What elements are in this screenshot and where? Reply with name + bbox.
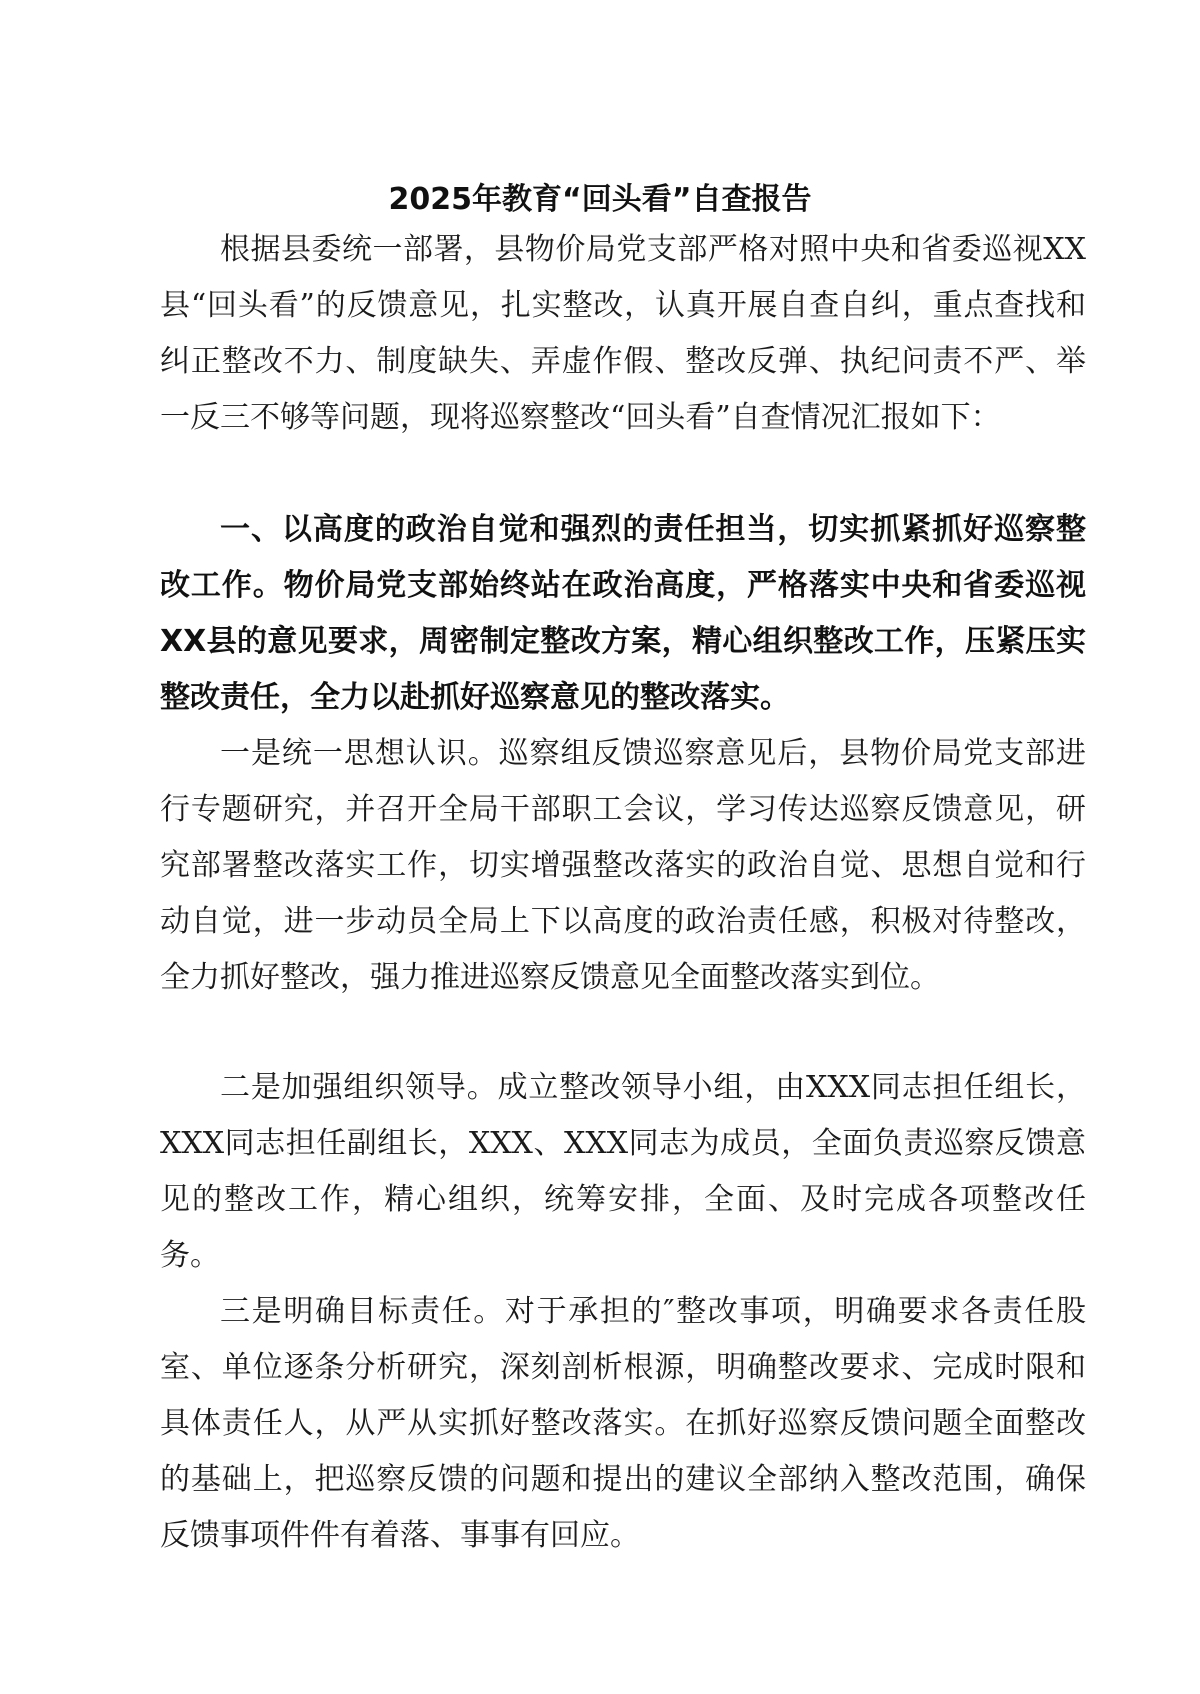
item-paragraph-unify-thinking: 一是统一思想认识。巡察组反馈巡察意见后，县物价局党支部进行专题研究，并召开全局干部职工会议，学习传达巡察反馈意见，研究部署整改落实工作，切实增强整改落实的政治自觉、思想自觉和行动自觉，进一步动员全局上下以高度的政治责任感，积极对待整改，全力抓好整改，强力推进巡察反馈意见全面整改落实到位。 — [160, 736, 1086, 995]
item-paragraph-leadership: 二是加强组织领导。成立整改领导小组，由XXX同志担任组长，XXX同志担任副组长，XXX、XXX同志为成员，全面负责巡察反馈意见的整改工作，精心组织，统筹安排，全面、及时完成各项整改任务。 — [160, 1070, 1086, 1273]
section-heading-paragraph: 一、以高度的政治自觉和强烈的责任担当，切实抓紧抓好巡察整改工作。物价局党支部始终站在政治高度，严格落实中央和省委巡视XX县的意见要求，周密制定整改方案，精心组织整改工作，压紧压实整改责任，全力以赴抓好巡察意见的整改落实。 — [160, 512, 1086, 715]
item-paragraph-responsibility: 三是明确目标责任。对于承担的″整改事项，明确要求各责任股室、单位逐条分析研究，深刻剖析根源，明确整改要求、完成时限和具体责任人，从严从实抓好整改落实。在抓好巡察反馈问题全面整改的基础上，把巡察反馈的问题和提出的建议全部纳入整改范围，确保反馈事项件件有着落、事事有回应。 — [160, 1294, 1086, 1553]
intro-paragraph: 根据县委统一部署，县物价局党支部严格对照中央和省委巡视XX县“回头看”的反馈意见，扎实整改，认真开展自查自纠，重点查找和纠正整改不力、制度缺失、弄虚作假、整改反弹、执纪问责不严、举一反三不够等问题，现将巡察整改“回头看”自查情况汇报如下： — [160, 232, 1086, 435]
document-title: 2025年教育“回头看”自查报告 — [388, 182, 812, 217]
